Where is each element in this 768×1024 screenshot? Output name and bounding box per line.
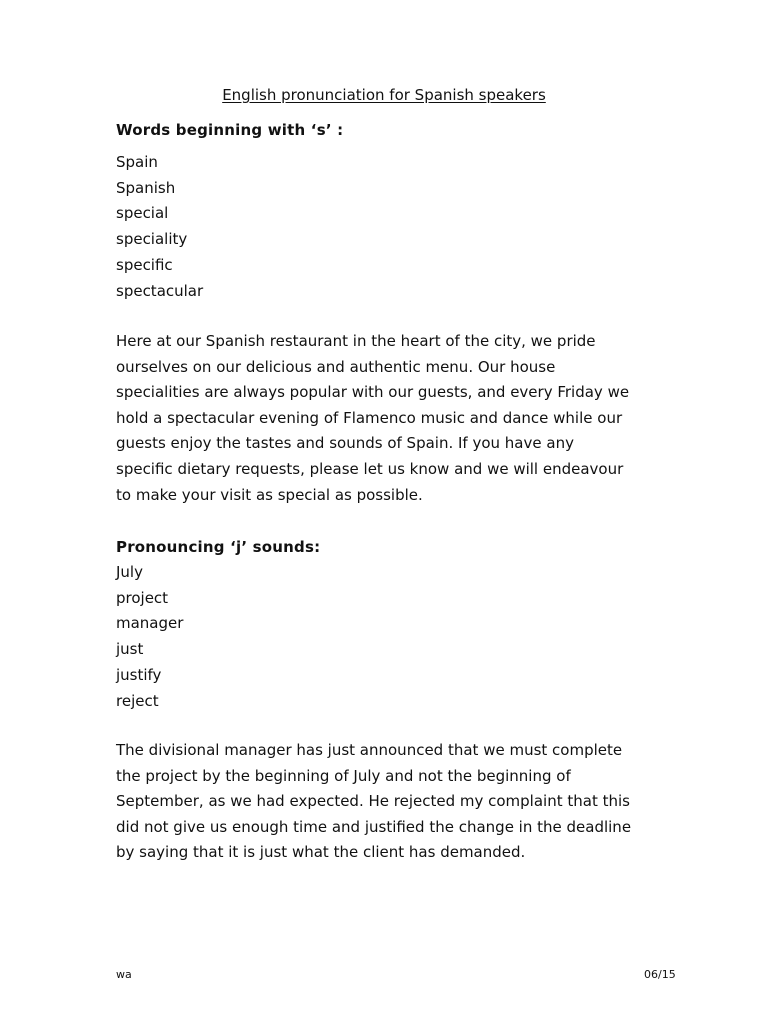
list-item: reject	[116, 691, 159, 710]
paragraph-line: did not give us enough time and justified the change in the deadline	[116, 817, 632, 836]
section-j-paragraph	[116, 738, 656, 866]
document-title: English pronunciation for Spanish speakers	[222, 86, 546, 104]
paragraph-line: September, as we had expected. He rejected my complaint that this	[116, 792, 630, 811]
section-s-heading: Words beginning with ‘s’ :	[116, 121, 344, 139]
list-item: speciality	[116, 230, 188, 249]
list-item: project	[116, 588, 169, 607]
section-j-word-list	[116, 560, 183, 714]
list-item: just	[116, 640, 144, 659]
section-s-paragraph	[116, 329, 656, 508]
paragraph-line: hold a spectacular evening of Flamenco music and dance while our	[116, 408, 623, 427]
list-item: justify	[116, 665, 162, 684]
section-j-heading: Pronouncing ‘j’ sounds:	[116, 538, 321, 556]
list-item: manager	[116, 614, 184, 633]
paragraph-line: specialities are always popular with our guests, and every Friday we	[116, 383, 630, 402]
list-item: July	[116, 563, 143, 581]
paragraph-line: by saying that it is just what the client has demanded.	[116, 843, 526, 862]
list-item: specific	[116, 255, 173, 274]
list-item: Spain	[116, 153, 158, 171]
paragraph-line: guests enjoy the tastes and sounds of Spain. If you have any	[116, 434, 574, 453]
paragraph-line: the project by the beginning of July and not the beginning of	[116, 766, 571, 785]
list-item: spectacular	[116, 281, 204, 300]
list-item: Spanish	[116, 178, 176, 197]
paragraph-line: ourselves on our delicious and authentic menu. Our house	[116, 357, 556, 376]
footer-page-date: 06/15	[644, 968, 676, 981]
paragraph-line: Here at our Spanish restaurant in the heart of the city, we pride	[116, 332, 596, 350]
document-page	[116, 0, 676, 1024]
list-item: special	[116, 204, 169, 223]
footer-left-text: wa	[116, 968, 132, 981]
paragraph-line: The divisional manager has just announced that we must complete	[116, 741, 623, 759]
paragraph-line: to make your visit as special as possible.	[116, 485, 423, 504]
section-s-word-list	[116, 150, 203, 304]
paragraph-line: specific dietary requests, please let us know and we will endeavour	[116, 459, 624, 478]
